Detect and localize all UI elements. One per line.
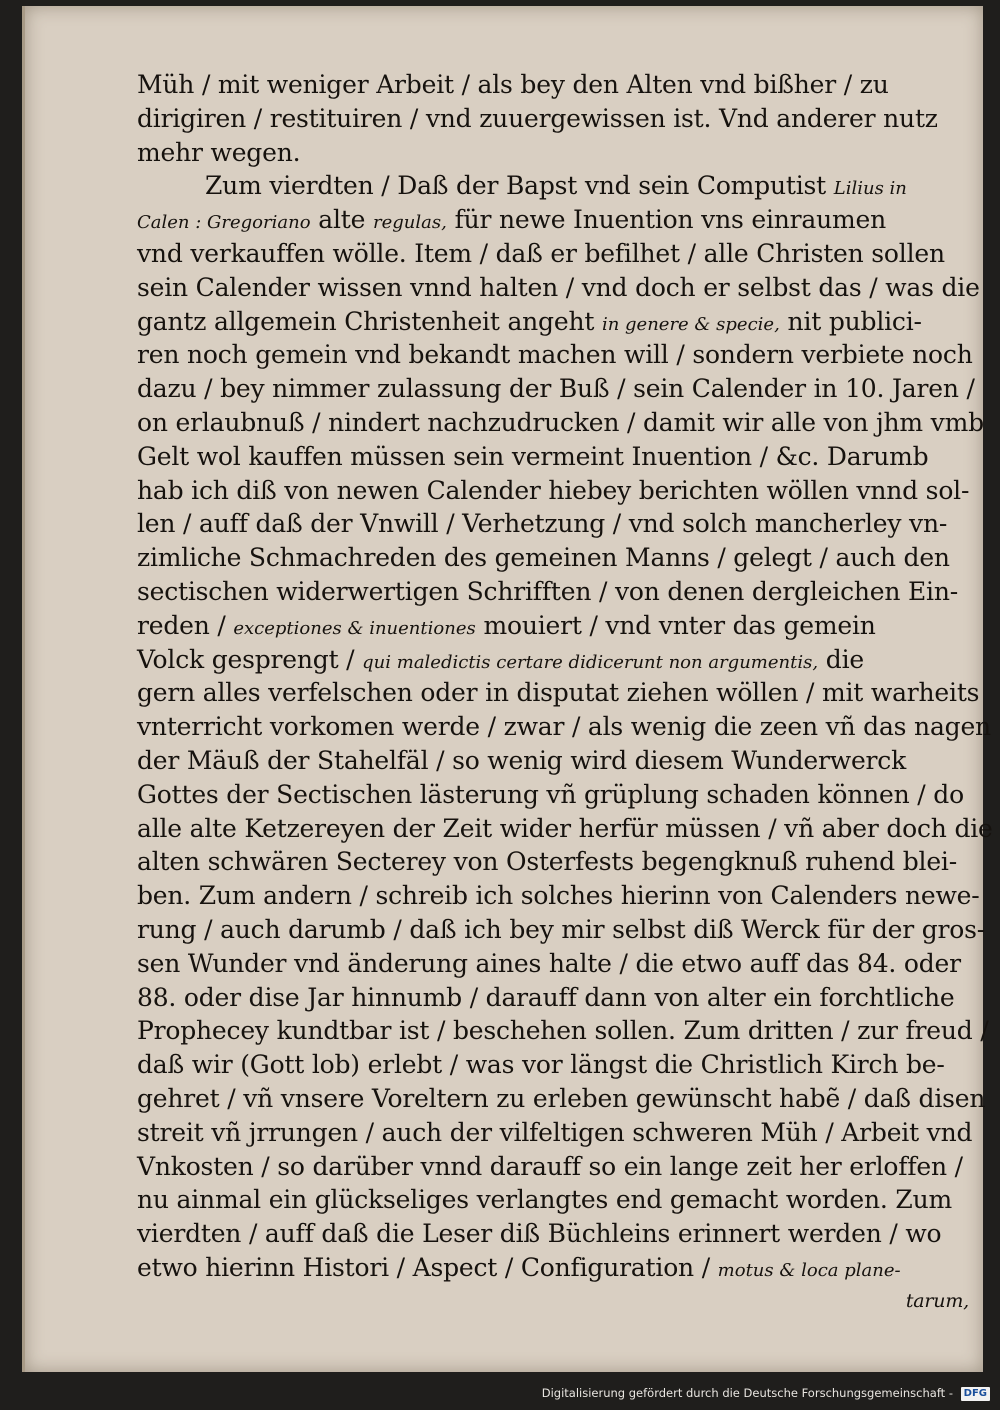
german-text: on erlaubnuß / nindert nachzudrucken / damit wir alle von jhm vmb: [137, 407, 984, 437]
text-line: [137, 136, 979, 170]
german-text: streit vñ jrrungen / auch der vilfeltigen schweren Müh / Arbeit vnd: [137, 1117, 973, 1147]
footer-credit: Digitalisierung gefördert durch die Deutsche Forschungsgemeinschaft -: [541, 1386, 953, 1400]
latin-phrase: Lilius in: [833, 178, 907, 200]
text-line: [137, 1183, 979, 1217]
scanned-page: [22, 6, 993, 1372]
latin-phrase: regulas,: [372, 212, 447, 234]
text-line: [137, 1150, 979, 1184]
text-line: [137, 507, 979, 541]
text-line: [137, 879, 979, 913]
german-text: vnd verkauffen wölle. Item / daß er befilhet / alle Christen sollen: [137, 238, 945, 268]
text-line: [137, 338, 979, 372]
latin-phrase: exceptiones & inuentiones: [233, 617, 476, 639]
german-text: vierdten / auff daß die Leser diß Büchleins erinnert werden / wo: [137, 1219, 942, 1249]
german-text: Gottes der Sectischen lästerung vñ grüplung schaden können / do: [137, 779, 964, 809]
text-line: [137, 609, 979, 643]
german-text: nu ainmal ein glückseliges verlangtes end gemacht worden. Zum: [137, 1185, 952, 1215]
latin-phrase: motus & loca plane-: [717, 1259, 901, 1281]
text-line: [137, 305, 979, 339]
german-text: 88. oder dise Jar hinnumb / darauff dann von alter ein forchtliche: [137, 982, 955, 1012]
text-line: [137, 203, 979, 237]
german-text: rung / auch darumb / daß ich bey mir selbst diß Werck für der gros-: [137, 914, 986, 944]
latin-phrase: in genere & specie,: [601, 313, 780, 335]
text-line: [137, 1116, 979, 1150]
latin-phrase: Calen : Gregoriano: [137, 212, 311, 234]
text-line: [137, 541, 979, 575]
text-line: [137, 68, 979, 102]
text-line: [137, 1082, 986, 1116]
german-text: der Mäuß der Stahelfäl / so wenig wird diesem Wunderwerck: [137, 745, 907, 775]
text-line: [137, 744, 979, 778]
german-text: hab ich diß von newen Calender hiebey berichten wöllen vnnd sol-: [137, 475, 970, 505]
german-text: gantz allgemein Christenheit angeht: [137, 306, 595, 336]
text-line: [137, 575, 979, 609]
german-text: sectischen widerwertigen Schrifften / von denen dergleichen Ein-: [137, 576, 959, 606]
text-line: [137, 676, 979, 710]
german-text: alten schwären Secterey von Osterfests begengknuß ruhend blei-: [137, 847, 957, 877]
latin-phrase: qui maledictis certare didicerunt non argumentis,: [362, 651, 819, 673]
text-line: [137, 913, 986, 947]
german-text: vnterricht vorkomen werde / zwar / als wenig die zeen vñ das nagen: [137, 712, 991, 742]
german-text: die: [825, 644, 864, 674]
german-text: Prophecey kundtbar ist / beschehen sollen. Zum dritten / zur freud /: [137, 1016, 989, 1046]
german-text: sen Wunder vnd änderung aines halte / die etwo auff das 84. oder: [137, 948, 961, 978]
german-text: für newe Inuention vns einraumen: [454, 205, 887, 235]
german-text: dazu / bey nimmer zulassung der Buß / sein Calender in 10. Jaren /: [137, 374, 975, 404]
text-line: [137, 474, 979, 508]
german-text: Volck gesprengt /: [137, 644, 355, 674]
text-line: [137, 1048, 979, 1082]
german-text: Vnkosten / so darüber vnnd darauff so ein lange zeit her erloffen /: [137, 1151, 963, 1181]
text-line: [137, 1014, 989, 1048]
text-line: [137, 406, 984, 440]
german-text: Zum vierdten / Daß der Bapst vnd sein Computist: [205, 171, 826, 201]
text-line: [137, 643, 979, 677]
german-text: len / auff daß der Vnwill / Verhetzung / vnd solch mancherley vn-: [137, 509, 948, 539]
german-text: sein Calender wissen vnnd halten / vnd doch er selbst das / was die: [137, 272, 980, 302]
text-line: [137, 947, 979, 981]
text-line: [137, 1251, 979, 1285]
german-text: ben. Zum andern / schreib ich solches hierinn von Calenders newe-: [137, 881, 980, 911]
catchword: tarum,: [905, 1289, 969, 1312]
german-text: mouiert / vnd vnter das gemein: [483, 610, 876, 640]
german-text: gern alles verfelschen oder in disputat ziehen wöllen / mit warheits: [137, 678, 980, 708]
german-text: Gelt wol kauffen müssen sein vermeint Inuention / &c. Darumb: [137, 441, 929, 471]
text-line: [137, 440, 979, 474]
text-line: [137, 169, 979, 203]
footer: [542, 1382, 990, 1404]
german-text: dirigiren / restituiren / vnd zuuergewissen ist. Vnd anderer nutz: [137, 103, 938, 133]
body-text: [137, 68, 993, 1318]
text-line: [137, 271, 979, 305]
german-text: Müh / mit weniger Arbeit / als bey den Alten vnd bißher / zu: [137, 70, 889, 99]
text-line: [137, 981, 979, 1015]
dfg-logo: DFG: [961, 1387, 990, 1401]
german-text: reden /: [137, 610, 226, 640]
german-text: daß wir (Gott lob) erlebt / was vor längst die Christlich Kirch be-: [137, 1050, 945, 1080]
german-text: alle alte Ketzereyen der Zeit wider herfür müssen / vñ aber doch die: [137, 813, 993, 843]
text-line: [137, 237, 979, 271]
text-line: [137, 812, 993, 846]
german-text: alte: [318, 205, 366, 235]
german-text: ren noch gemein vnd bekandt machen will / sondern verbiete noch: [137, 340, 973, 370]
german-text: gehret / vñ vnsere Voreltern zu erleben gewünscht habẽ / daß disen: [137, 1083, 986, 1113]
text-line: [137, 1217, 979, 1251]
text-line: [137, 845, 979, 879]
german-text: etwo hierinn Histori / Aspect / Configuration /: [137, 1252, 710, 1282]
text-line: [137, 102, 979, 136]
german-text: nit publici-: [787, 306, 922, 336]
german-text: mehr wegen.: [137, 137, 301, 167]
text-line: [137, 372, 979, 406]
german-text: zimliche Schmachreden des gemeinen Manns / gelegt / auch den: [137, 543, 950, 573]
text-line: [137, 778, 979, 812]
text-line: [137, 710, 991, 744]
